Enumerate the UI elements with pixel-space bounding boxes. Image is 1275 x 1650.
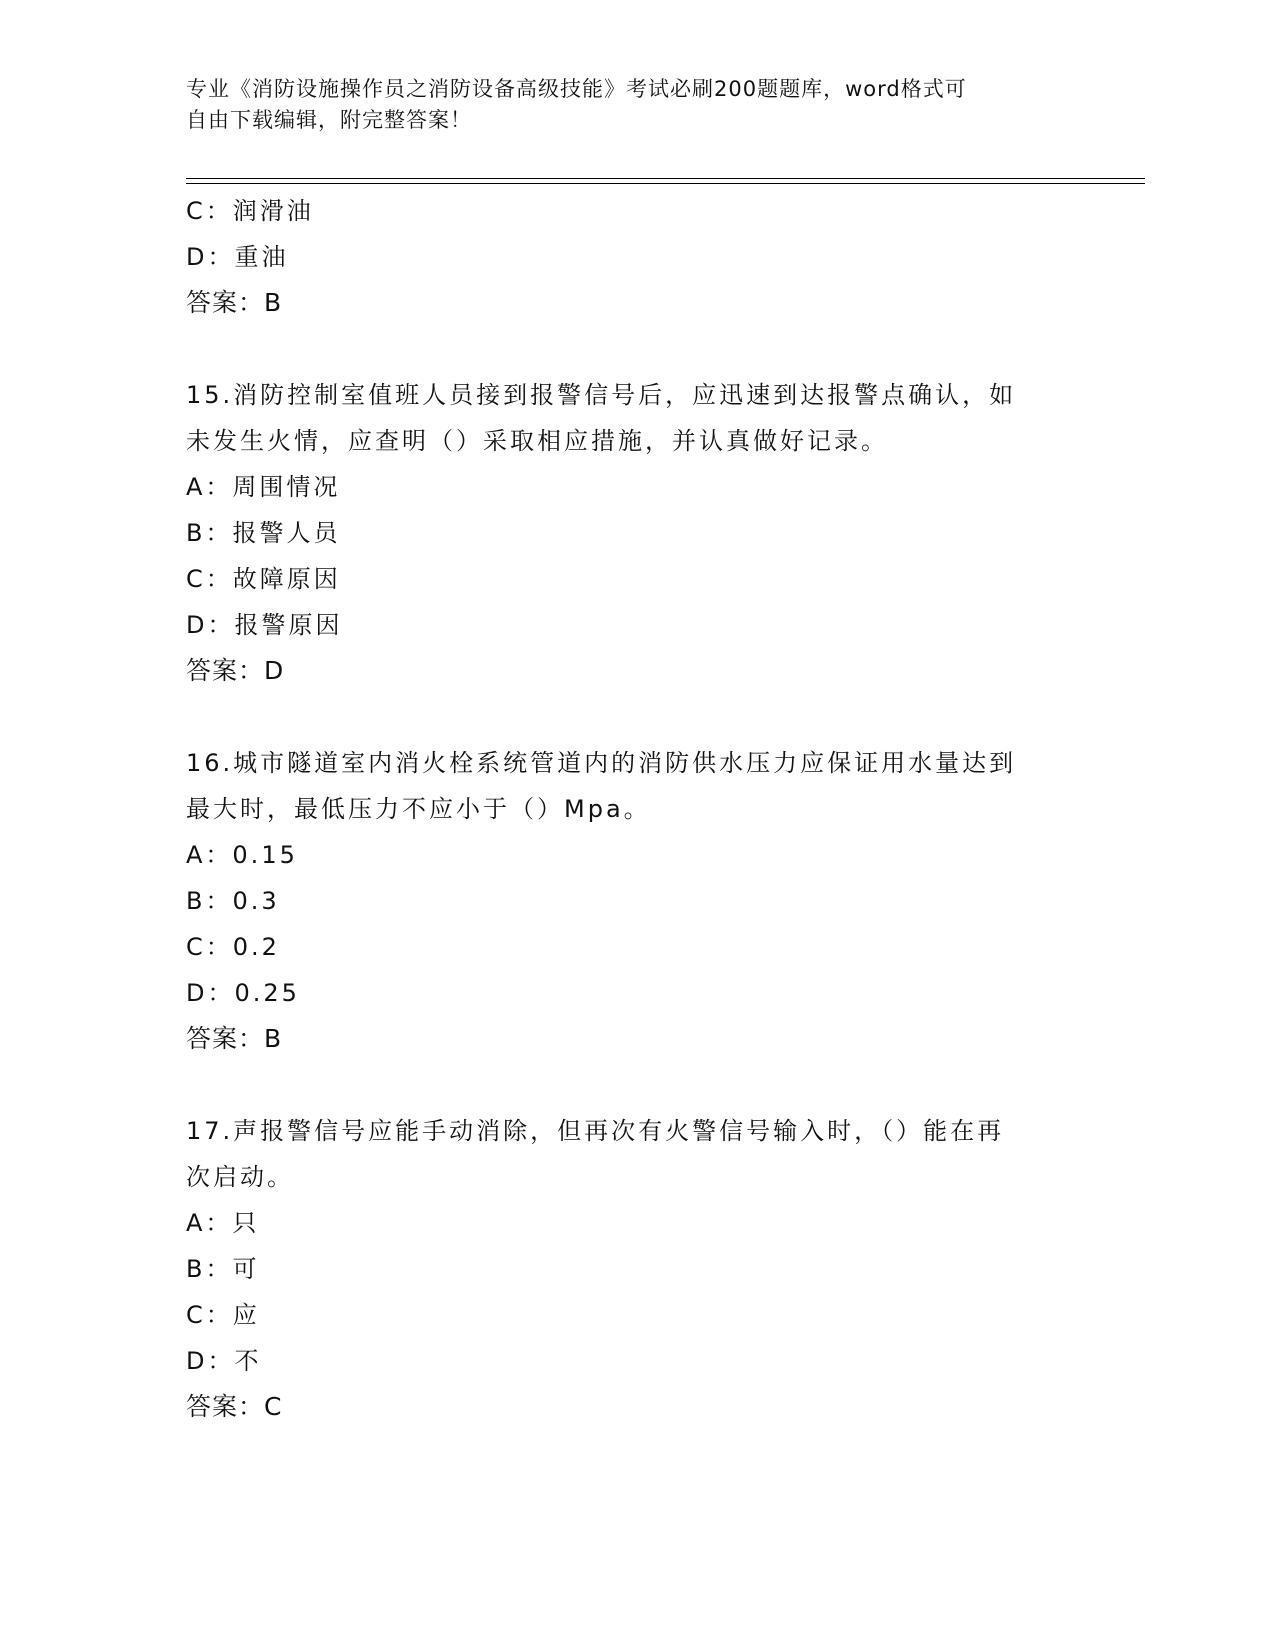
option-c: C：润滑油 xyxy=(186,197,314,225)
option-b: B：可 xyxy=(186,1255,260,1283)
option-c: C：故障原因 xyxy=(186,565,341,593)
question-spacer xyxy=(186,694,1086,740)
option-d: D：0.25 xyxy=(186,979,300,1007)
option-a: A：0.15 xyxy=(186,841,298,869)
question-spacer xyxy=(186,1062,1086,1108)
answer-line: 答案：B xyxy=(186,1024,283,1053)
option-c: C：应 xyxy=(186,1301,260,1329)
question-stem-line: 16.城市隧道室内消火栓系统管道内的消防供水压力应保证用水量达到 xyxy=(186,749,1017,777)
question-content xyxy=(186,188,1086,1430)
question-16 xyxy=(186,740,1086,1062)
option-a: A：只 xyxy=(186,1209,260,1237)
option-b: B：报警人员 xyxy=(186,519,341,547)
answer-line: 答案：B xyxy=(186,288,283,317)
option-d: D：重油 xyxy=(186,243,289,271)
option-d: D：报警原因 xyxy=(186,611,343,639)
question-stem-line: 15.消防控制室值班人员接到报警信号后，应迅速到达报警点确认，如 xyxy=(186,381,1017,409)
question-stem-line: 未发生火情，应查明（）采取相应措施，并认真做好记录。 xyxy=(186,427,888,455)
answer-line: 答案：D xyxy=(186,656,285,685)
question-spacer xyxy=(186,326,1086,372)
answer-line: 答案：C xyxy=(186,1392,283,1421)
header-rule-top xyxy=(186,178,1145,179)
question-15 xyxy=(186,372,1086,694)
question-stem-line: 次启动。 xyxy=(186,1163,294,1191)
option-d: D：不 xyxy=(186,1347,262,1375)
header-rule-bottom xyxy=(186,183,1145,184)
question-stem-line: 17.声报警信号应能手动消除，但再次有火警信号输入时，（）能在再 xyxy=(186,1117,1005,1145)
option-b: B：0.3 xyxy=(186,887,280,915)
option-a: A：周围情况 xyxy=(186,473,341,501)
document-header xyxy=(186,74,1066,136)
question-17 xyxy=(186,1108,1086,1430)
header-line-2: 自由下载编辑，附完整答案！ xyxy=(186,108,472,132)
option-c: C：0.2 xyxy=(186,933,280,961)
question-stem-line: 最大时，最低压力不应小于（）Mpa。 xyxy=(186,795,651,823)
header-line-1: 专业《消防设施操作员之消防设备高级技能》考试必刷200题题库，word格式可 xyxy=(186,77,967,101)
question-14-continued xyxy=(186,188,1086,326)
